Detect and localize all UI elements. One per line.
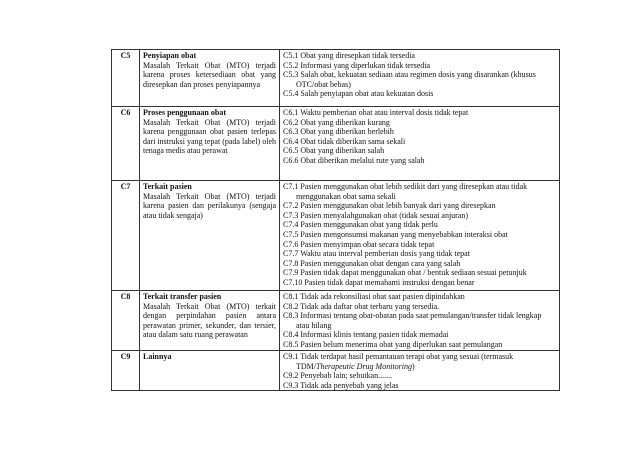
cause-item: C8.5 Pasien belum menerima obat yang diperlukan saat pemulangan [283, 339, 503, 349]
category-title: Terkait transfer pasien [143, 292, 222, 301]
cause-item-tail: ) [412, 361, 415, 371]
cause-item: C9.3 Tidak ada penyebab yang jelas [283, 380, 399, 390]
cause-item: C7.2 Pasien menggunakan obat lebih banyak dari yang diresepkan [283, 201, 496, 211]
cause-item: C7.1 Pasien menggunakan obat lebih sedikit dari yang diresepkan atau tidak menggunakan obat sama sekali [283, 182, 528, 201]
table-row [112, 107, 560, 181]
cause-item: C6.5 Obat yang diberikan salah [283, 146, 385, 156]
cause-item [283, 352, 556, 371]
row-code: C5 [112, 50, 140, 107]
cause-item: C7.6 Pasien menyimpan obat secara tidak tepat [283, 239, 435, 249]
cause-item: C6.6 Obat diberikan melalui rute yang salah [283, 155, 425, 165]
mto-cause-table [111, 49, 560, 391]
cause-item: C7.9 Pasien tidak dapat menggunakan obat / bentuk sediaan sesuai petunjuk [283, 268, 527, 278]
cause-item: C7.7 Waktu atau interval pemberian dosis yang tidak tepat [283, 249, 470, 259]
cause-item: C6.2 Obat yang diberikan kurang [283, 117, 390, 127]
row-code: C6 [112, 107, 140, 181]
category-cell [140, 107, 280, 181]
table-row [112, 351, 560, 391]
category-description: Masalah Terkait Obat (MTO) terjadi karena penggunaan obat pasien terlepas dari instruksi yang tepat (pada label) oleh tenaga medis atau perawat [143, 117, 276, 156]
cause-list [280, 291, 560, 351]
category-cell [140, 291, 280, 351]
cause-list [280, 181, 560, 291]
cause-item: C5.4 Salah penyiapan obat atau kekuatan dosis [283, 89, 434, 99]
cause-item: C5.3 Salah obat, kekuatan sediaan atau regimen dosis yang disarankan (khusus OTC/obat bebas) [283, 70, 536, 89]
cause-item: C6.4 Obat tidak diberikan sama sekali [283, 136, 406, 146]
category-title: Penyiapan obat [143, 51, 197, 60]
cause-item: C9.2 Penyebab lain; sebutkan....... [283, 371, 393, 381]
cause-item: C6.1 Waktu pemberian obat atau interval dosis tidak tepat [283, 108, 469, 117]
category-description: Masalah Terkait Obat (MTO) terjadi karena pasien dan perilakunya (sengaja atau tidak sengaja) [143, 191, 276, 220]
row-code: C9 [112, 351, 140, 391]
cause-item: C7.8 Pasien menggunakan obat dengan cara yang salah [283, 258, 461, 268]
table-row [112, 291, 560, 351]
row-code: C7 [112, 181, 140, 291]
table-row [112, 181, 560, 291]
cause-item: C6.3 Obat yang diberikan berlebih [283, 127, 394, 137]
cause-item: C7.5 Pasien mengonsumsi makanan yang menyebabkan interaksi obat [283, 229, 508, 239]
cause-item: C7.10 Pasien tidak dapat memahami instruksi dengan benar [283, 277, 475, 287]
row-code: C8 [112, 291, 140, 351]
cause-item: C7.4 Pasien menggunakan obat yang tidak perlu [283, 220, 438, 230]
cause-item: C8.4 Informasi klinis tentang pasien tidak memadai [283, 330, 449, 340]
cause-list [280, 351, 560, 391]
cause-item: C8.3 Informasi tentang obat-obatan pada saat pemulangan/transfer tidak lengkap atau hilang [283, 311, 542, 330]
table-row [112, 50, 560, 107]
category-cell [140, 351, 280, 391]
category-title: Proses penggunaan obat [143, 108, 226, 117]
cause-list [280, 107, 560, 181]
cause-item: C7.3 Pasien menyalahgunakan obat (tidak sesuai anjuran) [283, 210, 469, 220]
cause-item: C8.1 Tidak ada rekonsiliasi obat saat pasien dipindahkan [283, 292, 465, 301]
category-title: Lainnya [143, 352, 172, 361]
cause-item: C5.1 Obat yang diresepkan tidak tersedia [283, 51, 415, 60]
cause-list [280, 50, 560, 107]
cause-item-text: C9.1 Tidak terdapat hasil pemantauan terapi obat yang sesuai (termasuk TDM/ [283, 352, 514, 371]
cause-item: C5.2 Informasi yang diperlukan tidak tersedia [283, 60, 431, 70]
category-title: Terkait pasien [143, 182, 192, 191]
category-description: Masalah Terkait Obat (MTO) terkait dengan perpindahan pasien antara perawatan primer, sekunder, dan tersier, atau dalam satu ruang perawatan [143, 301, 276, 340]
category-cell [140, 181, 280, 291]
italic-term: Therapeutic Drug Monitoring [316, 361, 412, 371]
category-cell [140, 50, 280, 107]
category-description: Masalah Terkait Obat (MTO) terjadi karena proses ketersediaan obat yang diresepkan dan proses penyiapannya [143, 60, 276, 89]
cause-item: C8.2 Tidak ada daftar obat terbaru yang tersedia. [283, 301, 440, 311]
